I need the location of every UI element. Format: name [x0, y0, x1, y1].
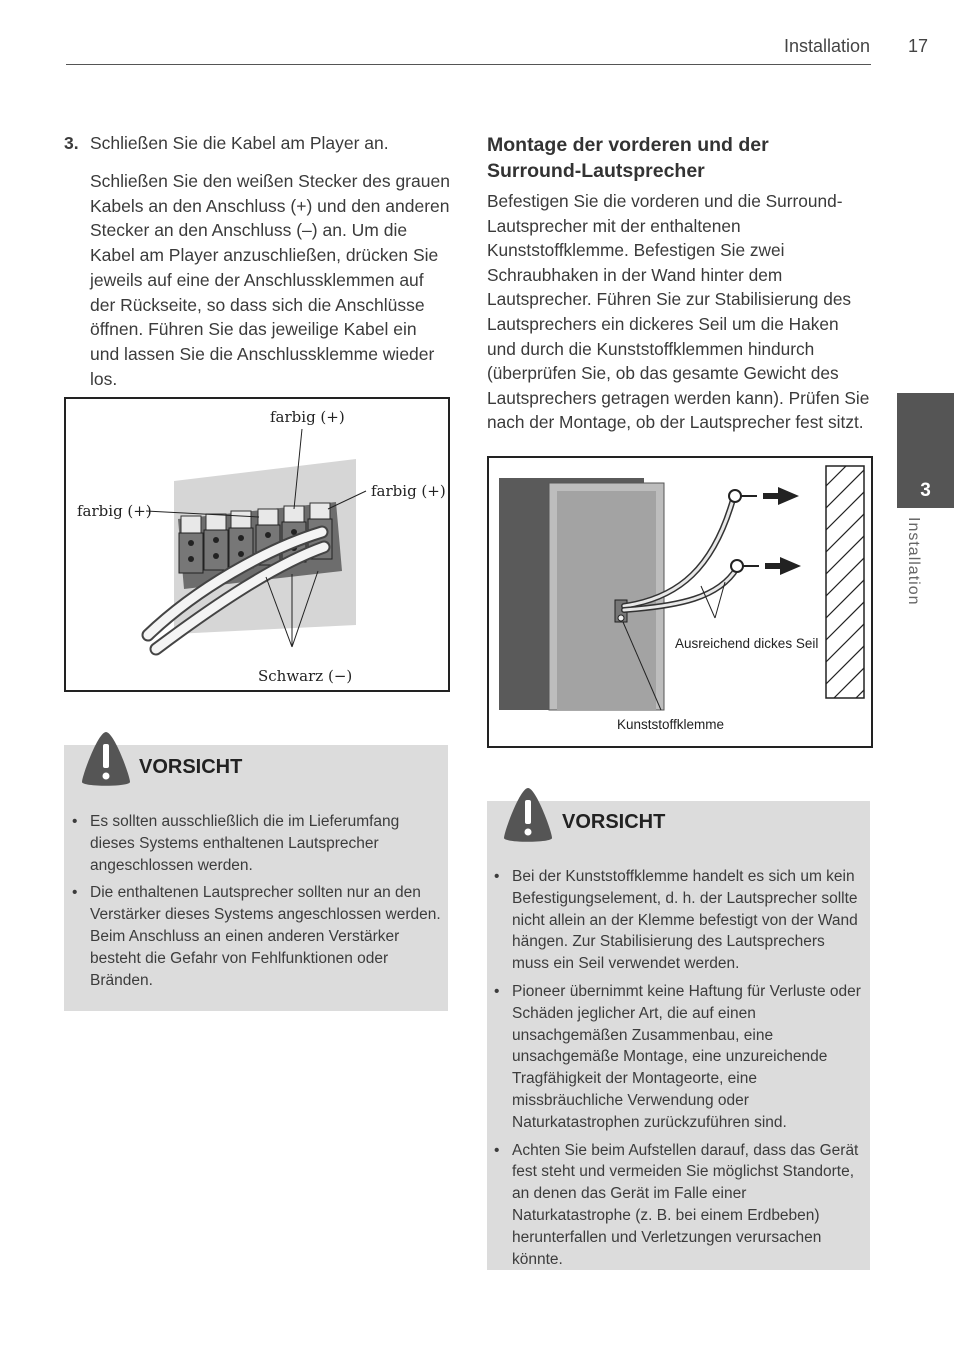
label-left-plus: farbig (+) — [77, 502, 152, 520]
mounting-diagram — [489, 458, 871, 746]
caution-item: • Bei der Kunststoffklemme handelt es sich um kein Befestigungselement, d. h. der Lautsprecher sollte nicht allein an der Klemme befestigt von der Wand hängen. Zur Stabilisierung des Lautsprechers muss ein Seil verwendet werden. — [491, 866, 865, 975]
caution-item: • Die enthaltenen Lautsprecher sollten nur an den Verstärker dieses Systems angeschlossen werden. Beim Anschluss an einen anderen Verstärker besteht die Gefahr von Fehlfunktionen oder Bränden. — [69, 882, 443, 991]
caution-title: VORSICHT — [562, 811, 666, 833]
caution-item: • Achten Sie beim Aufstellen darauf, dass das Gerät fest steht und vermeiden Sie möglichst Standorte, an denen das Gerät im Falle einer Naturkatastrophe (z. B. bei einem Erdbeben) herunterfallen und Verletzungen verursachen könnte. — [491, 1140, 865, 1271]
wall-hatching — [826, 458, 866, 728]
terminal-illustration — [64, 397, 450, 692]
mounting-illustration — [487, 456, 873, 748]
section-text: Befestigen Sie die vorderen und die Surround-Lautsprecher mit der enthaltenen Kunststoffklemme. Befestigen Sie zwei Schraubhaken in der Wand hinter dem Lautsprecher. Führen Sie zur Stabilisierung des Lautsprechers ein dickeres Seil um die Haken und durch die Kunststoffklemmen hindurch (überprüfen Sie, ob das gesamte Gewicht des Lautsprechers getragen werden kann). Prüfen Sie nach der Montage, ob der Lautsprecher fest sitzt. — [487, 191, 870, 433]
header-section-title: Installation — [783, 36, 870, 56]
label-rope: Ausreichend dickes Seil — [675, 636, 819, 651]
screw-hooks — [729, 490, 759, 572]
caution-item: • Es sollten ausschließlich die im Lieferumfang dieses Systems enthaltenen Lautsprecher angeschlossen werden. — [69, 811, 443, 876]
label-minus: Schwarz (−) — [258, 667, 353, 685]
step-detail: Schließen Sie den weißen Stecker des grauen Kabels an den Anschluss (+) und den anderen Stecker an den Anschluss (–) an. Um die Kabel am Player anzuschließen, drücken Sie jeweils auf eine der Anschlussklemmen auf der Rückseite, so dass sich die Anschlüsse öffnen. Führen Sie das jeweilige Kabel ein und lassen Sie die Anschlussklemme wieder los. — [90, 171, 450, 389]
terminal-diagram — [66, 399, 448, 690]
section-heading: Montage der vorderen und der Surround-Lautsprecher — [487, 134, 769, 182]
label-right-plus: farbig (+) — [371, 482, 446, 500]
step-text: Schließen Sie die Kabel am Player an. — [90, 133, 389, 153]
warning-icon — [78, 730, 134, 788]
caution-list — [69, 811, 443, 997]
chapter-tab — [897, 393, 954, 508]
label-top-plus: farbig (+) — [270, 408, 345, 426]
page-number: 17 — [908, 36, 929, 56]
chapter-tab-label: Installation — [905, 517, 922, 606]
header-rule — [66, 64, 871, 65]
step-number: 3. — [64, 133, 79, 153]
chapter-number: 3 — [920, 480, 931, 501]
label-clip: Kunststoffklemme — [617, 717, 725, 732]
arrow-icons — [763, 487, 801, 575]
warning-icon — [500, 786, 556, 844]
caution-box-right — [487, 801, 870, 1270]
caution-item: • Pioneer übernimmt keine Haftung für Verluste oder Schäden jeglicher Art, die auf einen unsachgemäßen Zusammenbau, eine unsachgemäße Montage, eine unzureichende Tragfähigkeit der Montageorte, eine missbräuchliche Verwendung oder Naturkatastrophen zurückzuführen sind. — [491, 981, 865, 1134]
caution-title: VORSICHT — [139, 756, 243, 778]
caution-box-left — [64, 745, 448, 1011]
caution-list — [491, 866, 865, 1276]
